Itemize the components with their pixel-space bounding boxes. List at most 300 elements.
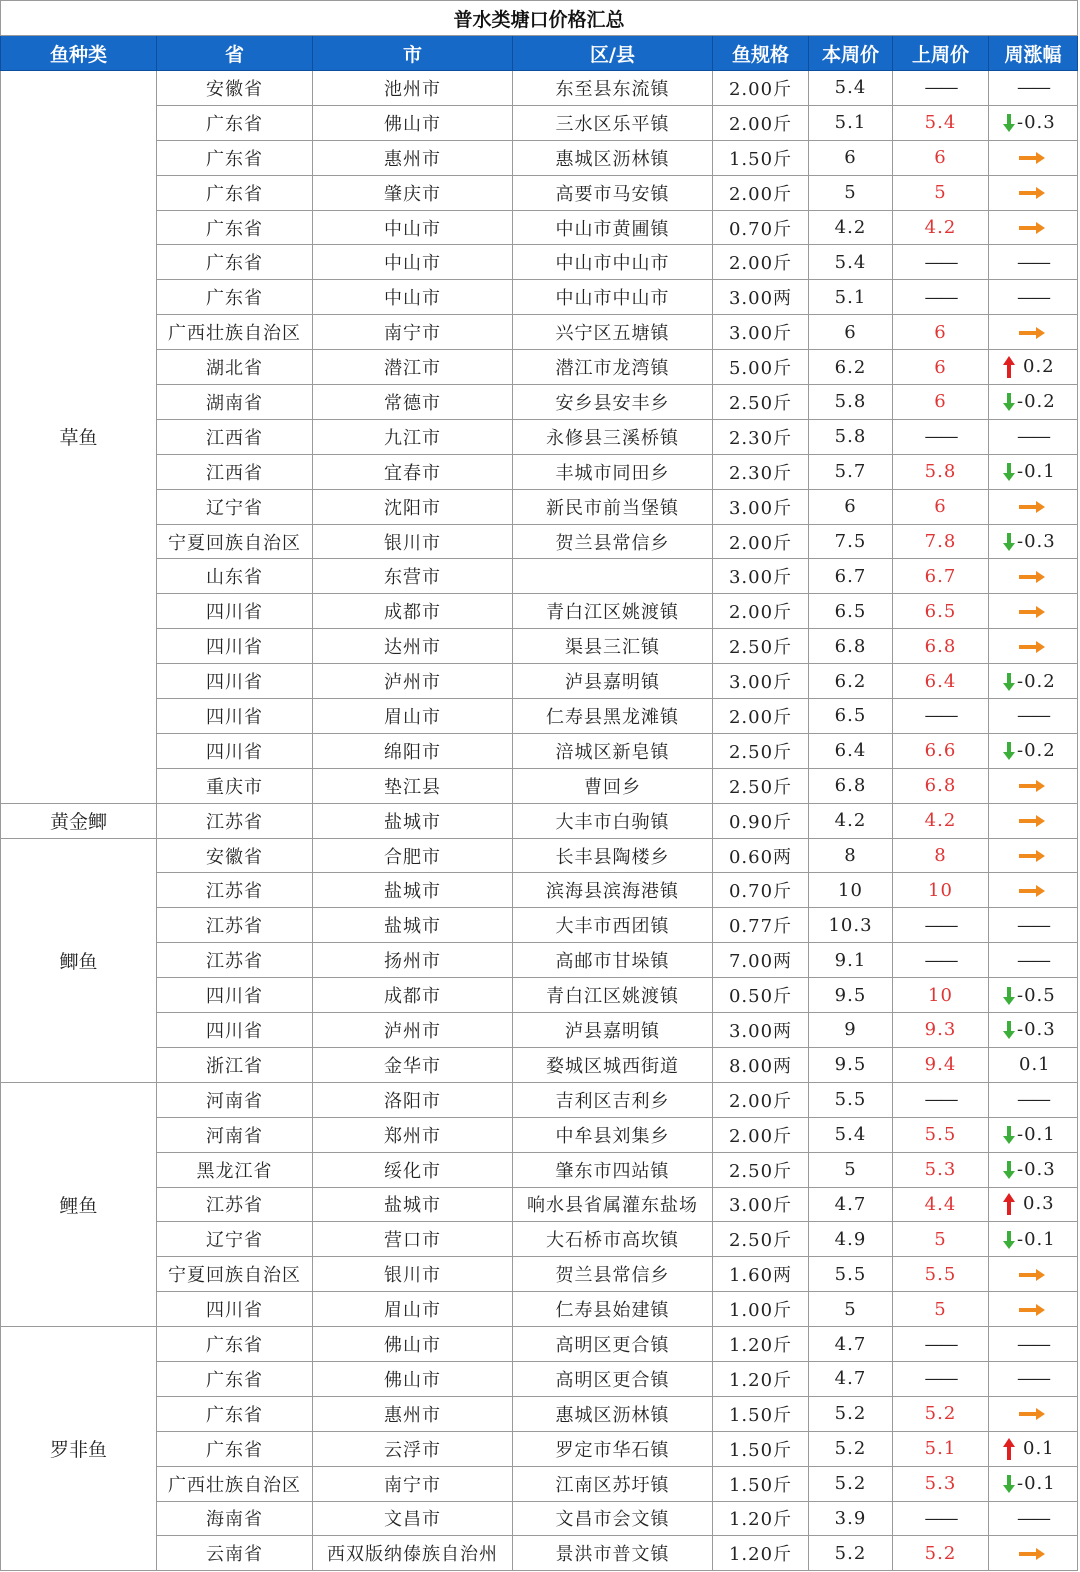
city-cell: 云浮市	[313, 1431, 513, 1466]
table-row	[1, 1013, 1078, 1048]
district-cell: 惠城区沥林镇	[513, 1396, 713, 1431]
species-cell: 草鱼	[1, 71, 157, 804]
change-value: 0.2	[1023, 356, 1055, 378]
weekly-change-cell	[989, 803, 1078, 838]
last-week-price-cell: ——	[893, 1501, 989, 1536]
arrow-down-icon	[1003, 986, 1015, 1006]
this-week-price-cell: 6.2	[809, 664, 893, 699]
weekly-change-cell	[989, 1082, 1078, 1117]
spec-cell: 2.00斤	[713, 594, 809, 629]
change-value: ——	[1017, 914, 1049, 936]
last-week-price-cell: 6	[893, 315, 989, 350]
table-row	[1, 1361, 1078, 1396]
this-week-price-cell: 4.7	[809, 1361, 893, 1396]
city-cell: 惠州市	[313, 140, 513, 175]
this-week-price-cell: 4.9	[809, 1222, 893, 1257]
arrow-right-icon	[1018, 849, 1046, 863]
weekly-change-cell	[989, 105, 1078, 140]
spec-cell: 1.50斤	[713, 140, 809, 175]
table-row	[1, 838, 1078, 873]
arrow-right-icon	[1018, 1303, 1046, 1317]
province-cell: 山东省	[157, 559, 313, 594]
last-week-price-cell: 8	[893, 838, 989, 873]
spec-cell: 3.00两	[713, 1013, 809, 1048]
table-row	[1, 1536, 1078, 1571]
weekly-change-cell	[989, 1257, 1078, 1292]
arrow-up-icon	[1003, 1192, 1015, 1216]
arrow-right-icon	[1018, 500, 1046, 514]
province-cell: 江苏省	[157, 1187, 313, 1222]
weekly-change-cell	[989, 1361, 1078, 1396]
weekly-change-cell	[989, 1396, 1078, 1431]
table-row	[1, 280, 1078, 315]
province-cell: 广东省	[157, 1396, 313, 1431]
province-cell: 四川省	[157, 978, 313, 1013]
district-cell: 景洪市普文镇	[513, 1536, 713, 1571]
table-row	[1, 594, 1078, 629]
province-cell: 安徽省	[157, 838, 313, 873]
district-cell: 高明区更合镇	[513, 1361, 713, 1396]
last-week-price-cell: ——	[893, 699, 989, 734]
spec-cell: 2.50斤	[713, 1152, 809, 1187]
last-week-price-cell: 7.8	[893, 524, 989, 559]
province-cell: 广东省	[157, 210, 313, 245]
weekly-change-cell	[989, 1292, 1078, 1327]
change-value: 0.1	[1023, 1437, 1055, 1459]
province-cell: 广西壮族自治区	[157, 1466, 313, 1501]
table-row	[1, 1187, 1078, 1222]
this-week-price-cell: 5.1	[809, 280, 893, 315]
table-row	[1, 245, 1078, 280]
spec-cell: 2.00斤	[713, 105, 809, 140]
table-row	[1, 629, 1078, 664]
change-value: ——	[1017, 426, 1049, 448]
spec-cell: 2.50斤	[713, 733, 809, 768]
province-cell: 河南省	[157, 1117, 313, 1152]
arrow-right-icon	[1018, 605, 1046, 619]
last-week-price-cell: 4.4	[893, 1187, 989, 1222]
arrow-down-icon	[1003, 392, 1015, 412]
district-cell: 中山市中山市	[513, 245, 713, 280]
table-row	[1, 559, 1078, 594]
change-value: ——	[1017, 1507, 1049, 1529]
table-row	[1, 1431, 1078, 1466]
city-cell: 扬州市	[313, 943, 513, 978]
this-week-price-cell: 5.8	[809, 419, 893, 454]
weekly-change-cell	[989, 873, 1078, 908]
table-title: 普水类塘口价格汇总	[1, 1, 1078, 36]
weekly-change-cell	[989, 210, 1078, 245]
this-week-price-cell: 5	[809, 1152, 893, 1187]
province-cell: 广西壮族自治区	[157, 315, 313, 350]
weekly-change-cell	[989, 1501, 1078, 1536]
weekly-change-cell	[989, 838, 1078, 873]
weekly-change-cell	[989, 489, 1078, 524]
arrow-down-icon	[1003, 462, 1015, 482]
arrow-right-icon	[1018, 151, 1046, 165]
weekly-change-cell	[989, 1222, 1078, 1257]
spec-cell: 2.30斤	[713, 454, 809, 489]
table-row	[1, 1152, 1078, 1187]
spec-cell: 0.70斤	[713, 210, 809, 245]
district-cell: 江南区苏圩镇	[513, 1466, 713, 1501]
spec-cell: 1.50斤	[713, 1466, 809, 1501]
header-city: 市	[313, 36, 513, 71]
this-week-price-cell: 10	[809, 873, 893, 908]
province-cell: 广东省	[157, 105, 313, 140]
this-week-price-cell: 6.8	[809, 768, 893, 803]
province-cell: 辽宁省	[157, 489, 313, 524]
weekly-change-cell	[989, 1152, 1078, 1187]
change-value: ——	[1017, 77, 1049, 99]
province-cell: 云南省	[157, 1536, 313, 1571]
arrow-right-icon	[1018, 221, 1046, 235]
change-value: ——	[1017, 1089, 1049, 1111]
last-week-price-cell: ——	[893, 1361, 989, 1396]
province-cell: 江苏省	[157, 908, 313, 943]
district-cell: 大石桥市高坎镇	[513, 1222, 713, 1257]
last-week-price-cell: 5.2	[893, 1396, 989, 1431]
weekly-change-cell	[989, 1327, 1078, 1362]
spec-cell: 2.00斤	[713, 1082, 809, 1117]
this-week-price-cell: 6	[809, 140, 893, 175]
district-cell: 新民市前当堡镇	[513, 489, 713, 524]
change-value: -0.1	[1017, 1228, 1056, 1250]
province-cell: 四川省	[157, 594, 313, 629]
last-week-price-cell: 10	[893, 873, 989, 908]
weekly-change-cell	[989, 350, 1078, 385]
city-cell: 营口市	[313, 1222, 513, 1257]
spec-cell: 0.77斤	[713, 908, 809, 943]
this-week-price-cell: 5.2	[809, 1536, 893, 1571]
table-row	[1, 908, 1078, 943]
change-value: ——	[1017, 705, 1049, 727]
district-cell: 婺城区城西街道	[513, 1047, 713, 1082]
province-cell: 宁夏回族自治区	[157, 1257, 313, 1292]
change-value: ——	[1017, 251, 1049, 273]
this-week-price-cell: 5.5	[809, 1082, 893, 1117]
arrow-right-icon	[1018, 779, 1046, 793]
arrow-right-icon	[1018, 186, 1046, 200]
district-cell	[513, 559, 713, 594]
table-row	[1, 71, 1078, 106]
spec-cell: 1.60两	[713, 1257, 809, 1292]
city-cell: 盐城市	[313, 873, 513, 908]
header-district: 区/县	[513, 36, 713, 71]
weekly-change-cell	[989, 908, 1078, 943]
city-cell: 中山市	[313, 210, 513, 245]
this-week-price-cell: 5	[809, 1292, 893, 1327]
district-cell: 青白江区姚渡镇	[513, 594, 713, 629]
spec-cell: 3.00斤	[713, 664, 809, 699]
this-week-price-cell: 5.7	[809, 454, 893, 489]
district-cell: 滨海县滨海港镇	[513, 873, 713, 908]
city-cell: 银川市	[313, 524, 513, 559]
district-cell: 肇东市四站镇	[513, 1152, 713, 1187]
table-row	[1, 524, 1078, 559]
spec-cell: 1.50斤	[713, 1396, 809, 1431]
last-week-price-cell: 9.4	[893, 1047, 989, 1082]
last-week-price-cell: 6.8	[893, 768, 989, 803]
last-week-price-cell: 6.7	[893, 559, 989, 594]
change-value: -0.1	[1017, 1473, 1056, 1495]
species-cell: 罗非鱼	[1, 1327, 157, 1571]
spec-cell: 3.00斤	[713, 315, 809, 350]
arrow-right-icon	[1018, 570, 1046, 584]
city-cell: 绥化市	[313, 1152, 513, 1187]
city-cell: 泸州市	[313, 1013, 513, 1048]
last-week-price-cell: 6	[893, 489, 989, 524]
change-value: -0.2	[1017, 740, 1056, 762]
district-cell: 涪城区新皂镇	[513, 733, 713, 768]
last-week-price-cell: ——	[893, 71, 989, 106]
province-cell: 四川省	[157, 664, 313, 699]
last-week-price-cell: 5	[893, 1292, 989, 1327]
city-cell: 西双版纳傣族自治州	[313, 1536, 513, 1571]
table-body	[1, 71, 1078, 1571]
province-cell: 广东省	[157, 140, 313, 175]
weekly-change-cell	[989, 245, 1078, 280]
district-cell: 高要市马安镇	[513, 175, 713, 210]
table-row	[1, 803, 1078, 838]
district-cell: 中山市黄圃镇	[513, 210, 713, 245]
arrow-up-icon	[1003, 355, 1015, 379]
last-week-price-cell: 6.5	[893, 594, 989, 629]
this-week-price-cell: 5.5	[809, 1257, 893, 1292]
last-week-price-cell: 5.1	[893, 1431, 989, 1466]
province-cell: 黑龙江省	[157, 1152, 313, 1187]
arrow-down-icon	[1003, 672, 1015, 692]
table-row	[1, 419, 1078, 454]
spec-cell: 0.90斤	[713, 803, 809, 838]
table-row	[1, 454, 1078, 489]
district-cell: 青白江区姚渡镇	[513, 978, 713, 1013]
spec-cell: 0.60两	[713, 838, 809, 873]
last-week-price-cell: 5.5	[893, 1257, 989, 1292]
arrow-right-icon	[1018, 1407, 1046, 1421]
last-week-price-cell: 10	[893, 978, 989, 1013]
change-value: -0.1	[1017, 461, 1056, 483]
province-cell: 四川省	[157, 699, 313, 734]
change-value: -0.5	[1017, 984, 1056, 1006]
arrow-down-icon	[1003, 532, 1015, 552]
district-cell: 曹回乡	[513, 768, 713, 803]
spec-cell: 2.00斤	[713, 175, 809, 210]
table-row	[1, 1292, 1078, 1327]
this-week-price-cell: 6.2	[809, 350, 893, 385]
district-cell: 仁寿县始建镇	[513, 1292, 713, 1327]
weekly-change-cell	[989, 1187, 1078, 1222]
this-week-price-cell: 4.2	[809, 210, 893, 245]
this-week-price-cell: 5.4	[809, 71, 893, 106]
this-week-price-cell: 9.5	[809, 1047, 893, 1082]
weekly-change-cell	[989, 768, 1078, 803]
spec-cell: 0.70斤	[713, 873, 809, 908]
table-row	[1, 105, 1078, 140]
spec-cell: 2.50斤	[713, 1222, 809, 1257]
change-value: -0.1	[1017, 1124, 1056, 1146]
arrow-right-icon	[1018, 640, 1046, 654]
arrow-down-icon	[1003, 1160, 1015, 1180]
spec-cell: 3.00斤	[713, 489, 809, 524]
weekly-change-cell	[989, 280, 1078, 315]
arrow-up-icon	[1003, 1437, 1015, 1461]
change-value: -0.3	[1017, 112, 1056, 134]
province-cell: 江苏省	[157, 943, 313, 978]
weekly-change-cell	[989, 1536, 1078, 1571]
city-cell: 沈阳市	[313, 489, 513, 524]
this-week-price-cell: 5	[809, 175, 893, 210]
table-row	[1, 350, 1078, 385]
table-row	[1, 315, 1078, 350]
province-cell: 安徽省	[157, 71, 313, 106]
city-cell: 达州市	[313, 629, 513, 664]
header-spec: 鱼规格	[713, 36, 809, 71]
city-cell: 金华市	[313, 1047, 513, 1082]
district-cell: 长丰县陶楼乡	[513, 838, 713, 873]
spec-cell: 1.20斤	[713, 1327, 809, 1362]
city-cell: 佛山市	[313, 1361, 513, 1396]
city-cell: 池州市	[313, 71, 513, 106]
province-cell: 四川省	[157, 733, 313, 768]
arrow-down-icon	[1003, 113, 1015, 133]
table-row	[1, 489, 1078, 524]
this-week-price-cell: 9	[809, 1013, 893, 1048]
this-week-price-cell: 8	[809, 838, 893, 873]
spec-cell: 1.00斤	[713, 1292, 809, 1327]
table-row	[1, 175, 1078, 210]
city-cell: 郑州市	[313, 1117, 513, 1152]
this-week-price-cell: 6	[809, 489, 893, 524]
table-row	[1, 1117, 1078, 1152]
spec-cell: 2.00斤	[713, 524, 809, 559]
district-cell: 高明区更合镇	[513, 1327, 713, 1362]
this-week-price-cell: 6	[809, 315, 893, 350]
city-cell: 眉山市	[313, 699, 513, 734]
change-value: 0.3	[1023, 1193, 1055, 1215]
change-value: -0.3	[1017, 531, 1056, 553]
last-week-price-cell: ——	[893, 908, 989, 943]
province-cell: 海南省	[157, 1501, 313, 1536]
city-cell: 宜春市	[313, 454, 513, 489]
last-week-price-cell: 6	[893, 350, 989, 385]
change-value: -0.3	[1017, 1019, 1056, 1041]
province-cell: 广东省	[157, 245, 313, 280]
change-value: 0.1	[1019, 1054, 1051, 1076]
city-cell: 盐城市	[313, 803, 513, 838]
this-week-price-cell: 9.5	[809, 978, 893, 1013]
arrow-right-icon	[1018, 1547, 1046, 1561]
district-cell: 仁寿县黑龙滩镇	[513, 699, 713, 734]
change-value: ——	[1017, 1368, 1049, 1390]
table-row	[1, 385, 1078, 420]
city-cell: 惠州市	[313, 1396, 513, 1431]
this-week-price-cell: 5.4	[809, 1117, 893, 1152]
province-cell: 重庆市	[157, 768, 313, 803]
last-week-price-cell: 5.2	[893, 1536, 989, 1571]
spec-cell: 2.30斤	[713, 419, 809, 454]
district-cell: 高邮市甘垛镇	[513, 943, 713, 978]
species-cell: 鲫鱼	[1, 838, 157, 1082]
arrow-down-icon	[1003, 1125, 1015, 1145]
province-cell: 江西省	[157, 419, 313, 454]
district-cell: 泸县嘉明镇	[513, 664, 713, 699]
weekly-change-cell	[989, 524, 1078, 559]
province-cell: 广东省	[157, 1431, 313, 1466]
this-week-price-cell: 5.4	[809, 245, 893, 280]
district-cell: 中山市中山市	[513, 280, 713, 315]
table-row	[1, 1466, 1078, 1501]
district-cell: 泸县嘉明镇	[513, 1013, 713, 1048]
table-row	[1, 1047, 1078, 1082]
table-row	[1, 733, 1078, 768]
last-week-price-cell: 6.8	[893, 629, 989, 664]
change-value: ——	[1017, 1333, 1049, 1355]
city-cell: 潜江市	[313, 350, 513, 385]
city-cell: 南宁市	[313, 315, 513, 350]
weekly-change-cell	[989, 1431, 1078, 1466]
district-cell: 贺兰县常信乡	[513, 524, 713, 559]
province-cell: 江西省	[157, 454, 313, 489]
last-week-price-cell: ——	[893, 943, 989, 978]
change-value: -0.3	[1017, 1159, 1056, 1181]
weekly-change-cell	[989, 385, 1078, 420]
last-week-price-cell: 5.8	[893, 454, 989, 489]
this-week-price-cell: 5.1	[809, 105, 893, 140]
province-cell: 广东省	[157, 1327, 313, 1362]
district-cell: 响水县省属灌东盐场	[513, 1187, 713, 1222]
weekly-change-cell	[989, 733, 1078, 768]
last-week-price-cell: 5.4	[893, 105, 989, 140]
this-week-price-cell: 6.8	[809, 629, 893, 664]
district-cell: 贺兰县常信乡	[513, 1257, 713, 1292]
province-cell: 四川省	[157, 1292, 313, 1327]
arrow-down-icon	[1003, 1020, 1015, 1040]
city-cell: 泸州市	[313, 664, 513, 699]
header-change: 周涨幅	[989, 36, 1078, 71]
table-row	[1, 1396, 1078, 1431]
spec-cell: 2.50斤	[713, 629, 809, 664]
last-week-price-cell: ——	[893, 280, 989, 315]
table-row	[1, 664, 1078, 699]
this-week-price-cell: 7.5	[809, 524, 893, 559]
header-this-week: 本周价	[809, 36, 893, 71]
weekly-change-cell	[989, 71, 1078, 106]
table-row	[1, 768, 1078, 803]
table-row	[1, 873, 1078, 908]
city-cell: 佛山市	[313, 1327, 513, 1362]
city-cell: 佛山市	[313, 105, 513, 140]
weekly-change-cell	[989, 594, 1078, 629]
arrow-right-icon	[1018, 326, 1046, 340]
weekly-change-cell	[989, 629, 1078, 664]
change-value: ——	[1017, 949, 1049, 971]
last-week-price-cell: ——	[893, 1327, 989, 1362]
weekly-change-cell	[989, 559, 1078, 594]
last-week-price-cell: ——	[893, 1082, 989, 1117]
province-cell: 四川省	[157, 629, 313, 664]
city-cell: 绵阳市	[313, 733, 513, 768]
city-cell: 盐城市	[313, 908, 513, 943]
weekly-change-cell	[989, 1466, 1078, 1501]
district-cell: 东至县东流镇	[513, 71, 713, 106]
weekly-change-cell	[989, 664, 1078, 699]
last-week-price-cell: 5	[893, 1222, 989, 1257]
last-week-price-cell: ——	[893, 419, 989, 454]
this-week-price-cell: 5.2	[809, 1431, 893, 1466]
header-species: 鱼种类	[1, 36, 157, 71]
last-week-price-cell: ——	[893, 245, 989, 280]
